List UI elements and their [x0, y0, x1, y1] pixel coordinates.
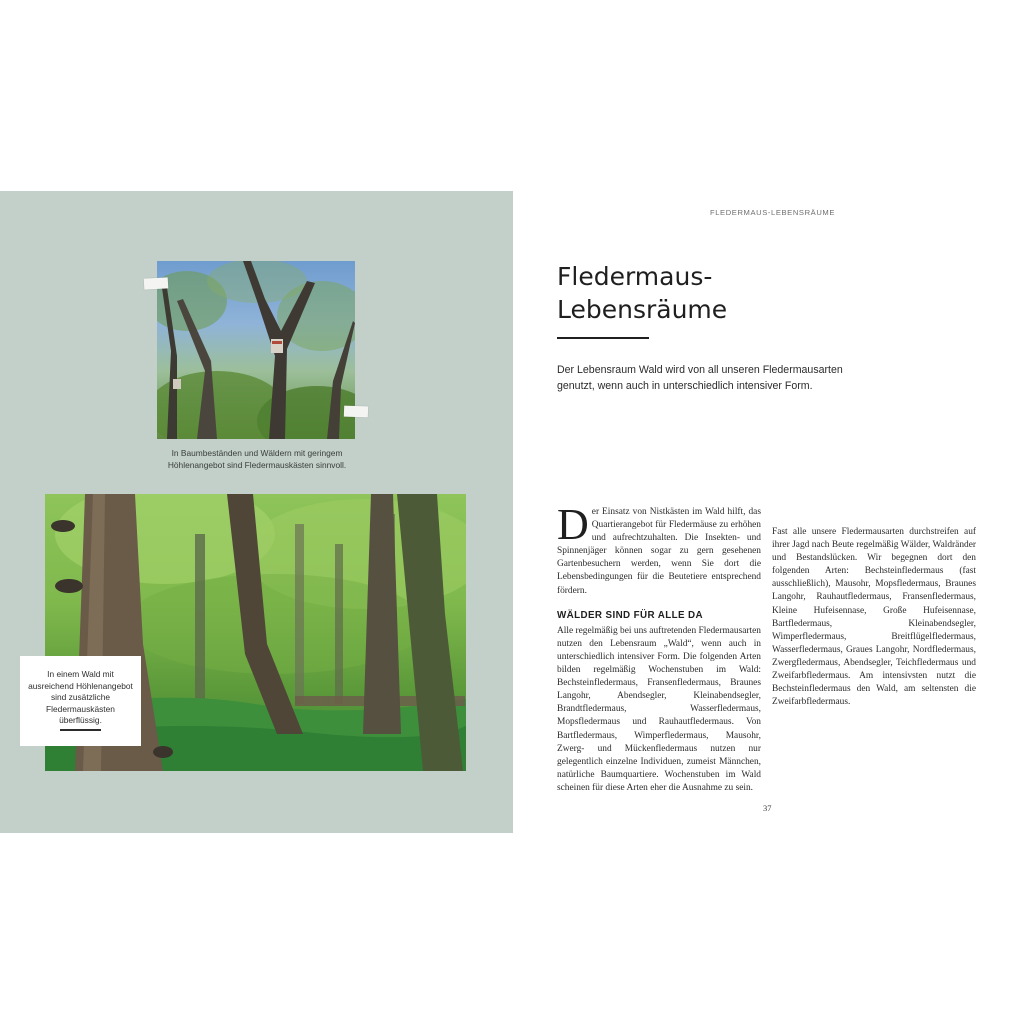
- page-title: [557, 260, 857, 326]
- running-head: FLEDERMAUS-LEBENSRÄUME: [710, 208, 836, 217]
- right-page: [513, 191, 1024, 833]
- tape-strip: [144, 277, 169, 289]
- intro-text: er Einsatz von Nistkästen im Wald hilft, das Quartierangebot für Fledermäuse zu erhöhen und aufrechtzuhalten. Die Insekten- und Spinnenjäger können sogar zu gern gesehenen Gartenbesuchern werden, wenn Sie dort die Lebensbedingungen für die Beutetiere entsprechend fördern.: [557, 507, 761, 596]
- title-line-1: Fledermaus-: [557, 262, 713, 291]
- caption-rule: [60, 729, 101, 731]
- photo-tree-with-bat-box: [157, 261, 355, 439]
- caption-box-forest: [20, 656, 141, 746]
- left-page: [0, 191, 513, 833]
- photo-caption-forest: In einem Wald mit ausreichend Höhlenangebot sind zusätzliche Fledermauskästen überflüssig.: [28, 669, 133, 725]
- tree-photo-illustration: [157, 261, 355, 439]
- page-number: 37: [763, 803, 772, 813]
- title-line-2: Lebensräume: [557, 295, 728, 324]
- title-rule: [557, 337, 649, 339]
- intro-paragraph: [557, 500, 761, 598]
- section-paragraph: Alle regelmäßig bei uns auftretenden Fledermausarten nutzen den Lebensraum „Wald“, wenn auch in unterschiedlich intensiver Form. Die folgenden Arten bilden regelmäßig Wochenstuben im Wald: Bechsteinfledermaus, Fransenfledermaus, Braunes Langohr, Abendsegler, Kleinabendsegler, Brandtfledermaus, Wasserfledermaus, Mopsfledermaus und Rauhautfledermaus. Von Bartfledermaus, Wimperfledermaus, Mausohr, Zwerg- und Mückenfledermaus nutzen nur gelegentlich einzelne Individuen, zumeist Männchen, natürliche Baumquartiere. Wochenstuben im Wald scheinen für diese Arten eher die Ausnahme zu sein.: [557, 625, 761, 793]
- tape-strip: [344, 406, 368, 418]
- column-2-paragraph: Fast alle unsere Fledermausarten durchstreifen auf ihrer Jagd nach Beute regelmäßig Wälder, Waldränder und Bestandslücken. Wir begegnen dort den folgenden Arten: Bechsteinfledermaus (fast ausschließlich), Mausohr, Mopsfledermaus, Braunes Langohr, Rauhautfledermaus, Fransenfledermaus, Kleine Hufeisennase, Große Hufeisennase, Bartfledermaus, Kleinabendsegler, Wimperfledermaus, Breitflügelfledermaus, Wasserfledermaus, Graues Langohr, Nordfledermaus, Zwergfledermaus, Abendsegler, Teichfledermaus und Zweifarbfledermaus. Am intensivsten nutzt die Bechsteinfledermaus den Wald, am seltensten die Zweifarbfledermaus.: [772, 527, 976, 708]
- drop-cap: D: [557, 500, 589, 549]
- section-heading: WÄLDER SIND FÜR ALLE DA: [557, 609, 703, 621]
- body-column-1: [557, 496, 761, 795]
- body-column-2: [772, 526, 976, 709]
- photo-caption-top: In Baumbeständen und Wäldern mit geringem Höhlenangebot sind Fledermauskästen sinnvoll.: [167, 448, 347, 470]
- lead-paragraph: Der Lebensraum Wald wird von all unseren Fledermausarten genutzt, wenn auch in unterschiedlich intensiver Form.: [557, 364, 843, 392]
